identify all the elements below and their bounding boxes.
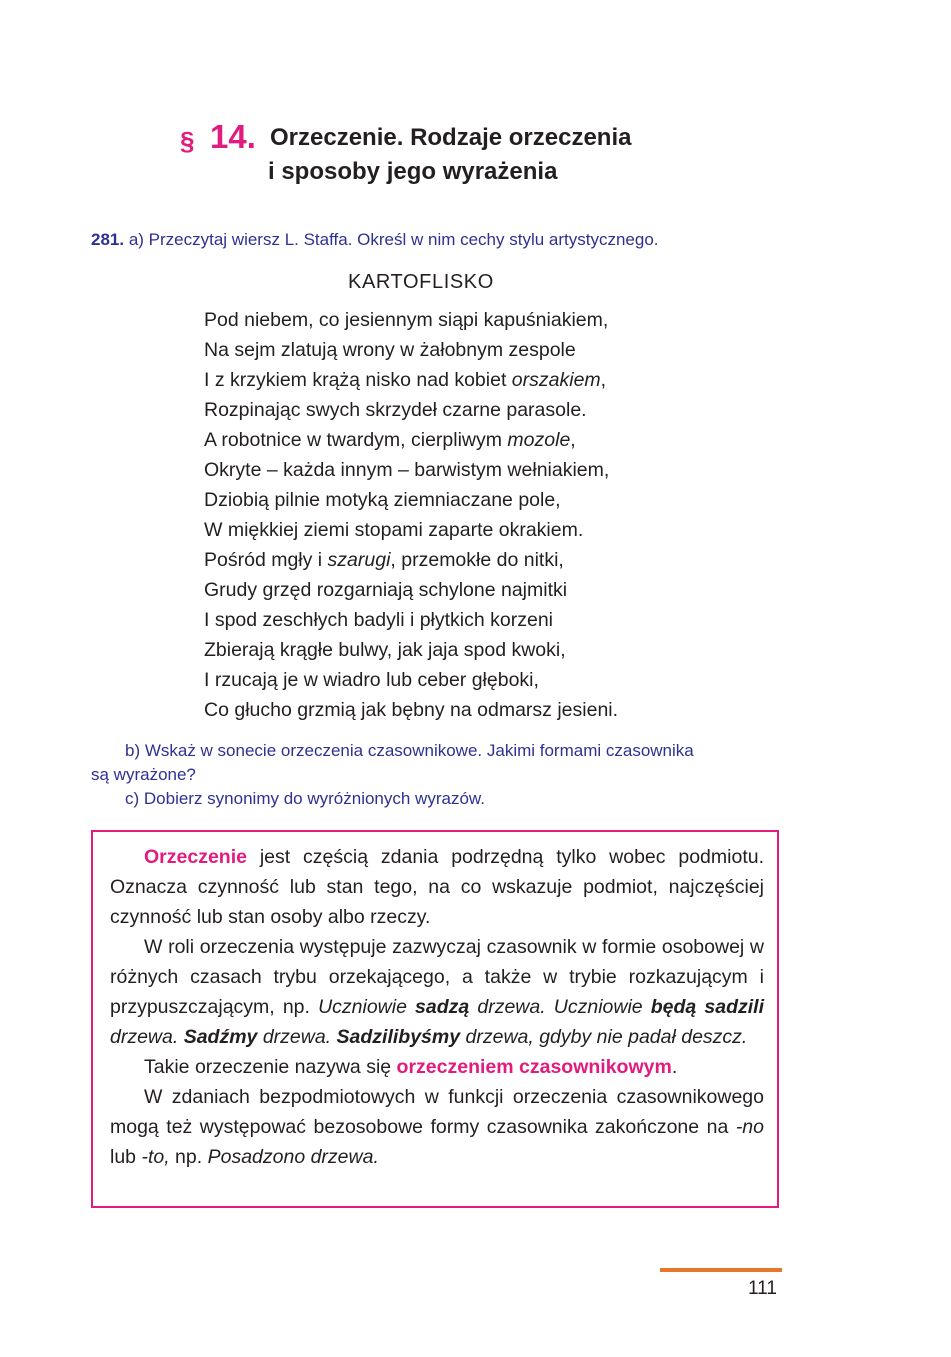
poem-line: Pośród mgły i szarugi, przemokłe do nitki, <box>204 549 564 571</box>
poem-line: Na sejm zlatują wrony w żałobnym zespole <box>204 339 576 361</box>
task-c: c) Dobierz synonimy do wyróżnionych wyrazów. <box>125 789 485 808</box>
emphasized-word: szarugi <box>327 549 391 571</box>
rule-text <box>110 842 764 1172</box>
poem-line: Rozpinając swych skrzydeł czarne parasole. <box>204 399 587 421</box>
example-text: drzewa. <box>110 1026 184 1048</box>
example-text: drzewa. Uczniowie <box>469 996 651 1018</box>
task-b-line1: b) Wskaż w sonecie orzeczenia czasownikowe. Jakimi formami czasownika <box>125 741 694 760</box>
example-text: drzewa <box>460 1026 529 1048</box>
example-text: drzewa. <box>257 1026 337 1048</box>
suffix-to: -to, <box>141 1146 170 1168</box>
page-number: 111 <box>748 1278 777 1299</box>
poem-line: Co głucho grzmią jak bębny na odmarsz jesieni. <box>204 699 619 721</box>
poem-line: Okryte – każda innym – barwistym wełniakiem, <box>204 459 610 481</box>
rule-paragraph-4 <box>110 1082 764 1172</box>
rule-p2-text: W roli orzeczenia występuje zazwyczaj czasownik w formie osobowej w różnych czasach trybu orzekającego, a także w trybie rozkazującym i przypuszczającym, np. <box>110 936 764 1018</box>
rule-paragraph-3 <box>110 1052 764 1082</box>
section-title-line1: Orzeczenie. Rodzaje orzeczenia <box>270 124 632 151</box>
rule-paragraph-2 <box>110 932 764 1052</box>
term-orzeczenie: Orzeczenie <box>144 846 247 868</box>
section-number: 14. <box>210 118 256 155</box>
example-verb: będą sadzili <box>650 996 764 1018</box>
rule-p4-text: W zdaniach bezpodmiotowych w funkcji orzeczenia czasownikowego mogą też występować bezosobowe formy czasownika zakończone na <box>110 1086 764 1138</box>
poem-line: I rzucają je w wiadro lub ceber głęboki, <box>204 669 539 691</box>
page-number-rule <box>660 1268 782 1272</box>
poem-line: Pod niebem, co jesiennym siąpi kapuśniakiem, <box>204 309 609 331</box>
rule-p3-end: . <box>671 1056 678 1078</box>
example-text: Posadzono drzewa. <box>207 1146 379 1168</box>
section-title-line2: i sposoby jego wyrażenia <box>268 158 558 185</box>
rule-p4-mid: lub <box>110 1146 142 1168</box>
poem-line: Dziobią pilnie motyką ziemniaczane pole, <box>204 489 561 511</box>
example-verb: Sadzilibyśmy <box>336 1026 461 1048</box>
example-verb: sadzą <box>415 996 470 1018</box>
rule-p1-text: jest częścią zdania podrzędną tylko wobec podmiotu. Oznacza czynność lub stan tego, na co wskazuje podmiot, najczęściej czynność lub stan osoby albo rzeczy. <box>110 846 764 928</box>
exercise-number: 281. <box>91 230 125 249</box>
example-text: , gdyby nie padał deszcz. <box>528 1026 748 1048</box>
poem-line: I spod zeschłych badyli i płytkich korzeni <box>204 609 553 631</box>
suffix-no: -no <box>735 1116 764 1138</box>
poem-line: A robotnice w twardym, cierpliwym mozole, <box>204 429 576 451</box>
poem-line: W miękkiej ziemi stopami zaparte okrakiem. <box>204 519 584 541</box>
term-orzeczenie-czasownikowe: orzeczeniem czasownikowym <box>396 1056 672 1078</box>
poem-title: KARTOFLISKO <box>348 271 494 293</box>
rule-p3-text: Takie orzeczenie nazywa się <box>144 1056 397 1078</box>
rule-paragraph-1 <box>110 842 764 932</box>
poem-line: Grudy grzęd rozgarniają schylone najmitki <box>204 579 568 601</box>
poem-line: Zbierają krągłe bulwy, jak jaja spod kwoki, <box>204 639 566 661</box>
example-verb: Sadźmy <box>183 1026 258 1048</box>
emphasized-word: orszakiem <box>511 369 601 391</box>
poem-lines <box>204 305 618 725</box>
exercise-instruction <box>91 230 791 250</box>
rule-p4-np: np. <box>169 1146 208 1168</box>
section-symbol: § <box>180 126 195 156</box>
poem-line: I z krzykiem krążą nisko nad kobiet orszakiem, <box>204 369 607 391</box>
emphasized-word: mozole <box>507 429 571 451</box>
example-text: Uczniowie <box>318 996 416 1018</box>
task-b-line2: są wyrażone? <box>91 765 196 784</box>
exercise-task-a: a) Przeczytaj wiersz L. Staffa. Określ w nim cechy stylu artystycznego. <box>128 230 659 249</box>
